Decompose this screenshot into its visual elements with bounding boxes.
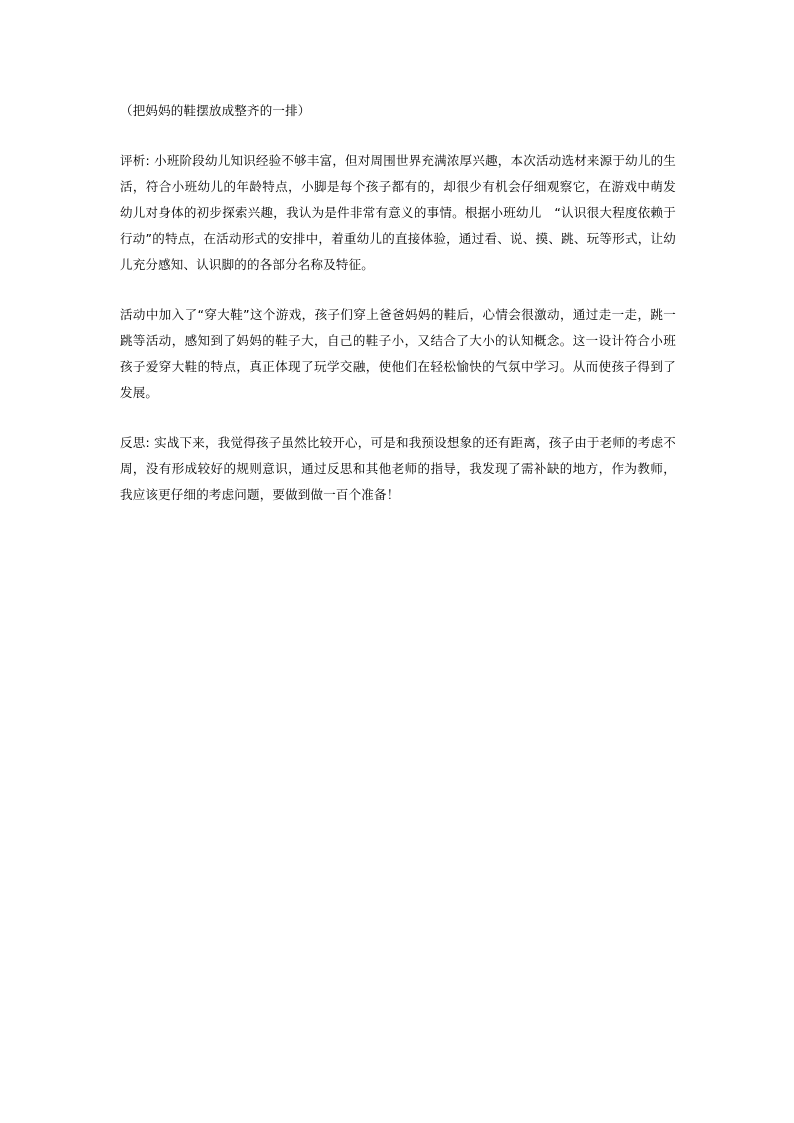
activity-paragraph: [120, 302, 676, 406]
reflection-label: 反思:: [120, 435, 150, 450]
photo-caption: （把妈妈的鞋摆放成整齐的一排）: [120, 103, 311, 118]
reflection-text: 实战下来，我觉得孩子虽然比较开心，可是和我预设想象的还有距离，孩子由于老师的考虑不周，没有形成较好的规则意识，通过反思和其他老师的指导，我发现了需补缺的地方，作为教师，我应该更仔细的考虑问题，要做到做一百个准备！: [120, 435, 677, 502]
activity-text: 活动中加入了“穿大鞋”这个游戏，孩子们穿上爸爸妈妈的鞋后，心情会很激动，通过走一走，跳一跳等活动，感知到了妈妈的鞋子大，自己的鞋子小，又结合了大小的认知概念。这一设计符合小班孩子爱穿大鞋的特点，真正体现了玩学交融，使他们在轻松愉快的气氛中学习。从而使孩子得到了发展。: [120, 307, 676, 400]
document-body: [120, 98, 676, 508]
evaluation-paragraph: [120, 148, 676, 278]
reflection-paragraph: [120, 430, 676, 508]
evaluation-text: 小班阶段幼儿知识经验不够丰富，但对周围世界充满浓厚兴趣，本次活动选材来源于幼儿的生活，符合小班幼儿的年龄特点，小脚是每个孩子都有的，却很少有机会仔细观察它，在游戏中萌发幼儿对身体的初步探索兴趣，我认为是件非常有意义的事情。根据小班幼儿 “认识很大程度依赖于行动”的特点，在活动形式的安排中，着重幼儿的直接体验，通过看、说、摸、跳、玩等形式，让幼儿充分感知、认识脚的的各部分名称及特征。: [120, 153, 677, 272]
evaluation-label: 评析:: [120, 153, 150, 168]
